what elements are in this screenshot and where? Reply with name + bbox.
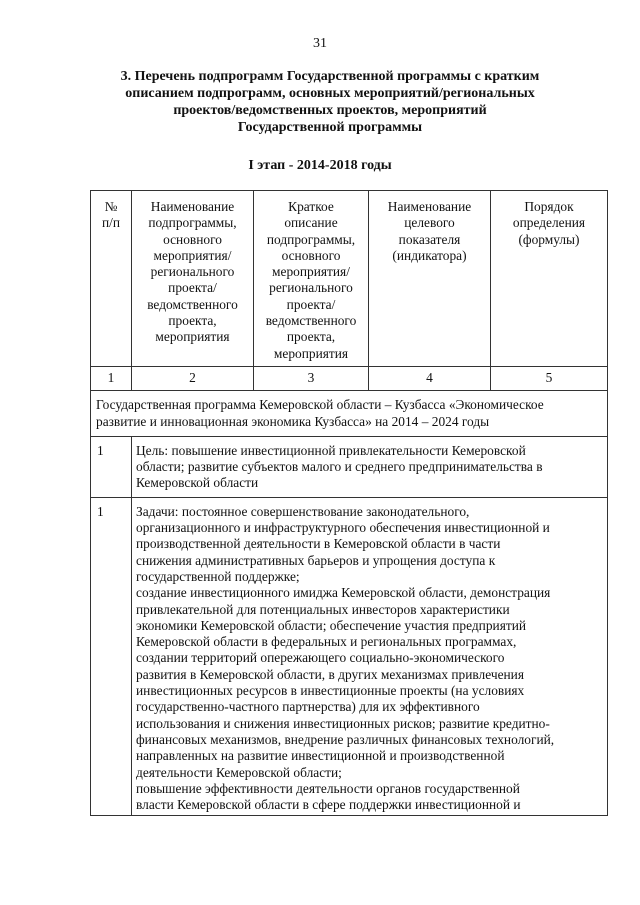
- column-number: 4: [369, 366, 491, 390]
- page-number: 31: [313, 36, 327, 51]
- tasks-line: государственно-частного партнерства) для их эффективного: [136, 699, 480, 715]
- tasks-text: [132, 497, 608, 816]
- header-line: проекта/: [168, 280, 217, 296]
- tasks-line: создании территорий опережающего социально-экономического: [136, 650, 505, 666]
- tasks-line: привлекательной для потенциальных инвесторов характеристики: [136, 601, 510, 617]
- tasks-line: власти Кемеровской области в сфере поддержки инвестиционной и: [136, 797, 521, 813]
- tasks-line: развития в Кемеровской области, в других механизмах привлечения: [136, 666, 524, 682]
- tasks-line: экономики Кемеровской области; обеспечение участия предприятий: [136, 617, 527, 633]
- header-line: определения: [512, 215, 586, 231]
- header-line: основного: [163, 231, 222, 247]
- header-line: подпрограммы,: [266, 231, 356, 247]
- header-line: показателя: [398, 231, 461, 247]
- title-line: описанием подпрограмм, основных мероприятий/региональных: [125, 86, 535, 101]
- header-line: Порядок: [524, 199, 574, 214]
- header-line: основного: [281, 247, 341, 263]
- tasks-row: [91, 497, 608, 816]
- header-cell-name: [132, 191, 254, 367]
- header-line: проекта,: [168, 313, 217, 329]
- tasks-line: Кемеровской области в федеральных и региональных программах,: [136, 634, 517, 650]
- tasks-line: направленных на развитие инвестиционной и производственной: [136, 748, 505, 764]
- header-line: мероприятия: [273, 345, 349, 361]
- title-line: Государственной программы: [237, 120, 423, 135]
- tasks-line: деятельности Кемеровской области;: [136, 764, 342, 780]
- goal-number: 1: [91, 436, 132, 497]
- tasks-line: использования и снижения инвестиционных рисков; развитие кредитно-: [136, 715, 550, 731]
- tasks-line: создание инвестиционного имиджа Кемеровской области, демонстрация: [136, 585, 551, 601]
- header-row: [91, 191, 608, 367]
- title-line: проектов/ведомственных проектов, мероприятий: [173, 103, 487, 118]
- header-line: Наименование: [387, 199, 472, 214]
- header-line: регионального: [150, 264, 235, 280]
- program-table: [90, 190, 608, 816]
- header-line: целевого: [404, 215, 455, 231]
- header-line: ведомственного: [147, 296, 238, 312]
- header-cell-formula: [491, 191, 608, 367]
- header-line: (индикатора): [392, 247, 467, 263]
- header-line: Наименование: [150, 199, 235, 214]
- goal-line: области; развитие субъектов малого и среднего предпринимательства в: [136, 459, 543, 475]
- column-number: 1: [91, 366, 132, 390]
- header-line: мероприятия: [155, 329, 230, 345]
- goal-line: Кемеровской области: [136, 475, 259, 491]
- column-number: 5: [491, 366, 608, 390]
- tasks-line: производственной деятельности в Кемеровской области в части: [136, 536, 501, 552]
- header-line: мероприятия/: [153, 247, 232, 263]
- title-line: 3. Перечень подпрограмм Государственной программы с кратким: [120, 69, 540, 84]
- column-number: 2: [132, 366, 254, 390]
- header-line: п/п: [101, 215, 121, 231]
- header-line: подпрограммы,: [148, 215, 237, 231]
- header-line: Краткое: [288, 199, 334, 214]
- tasks-line: инвестиционных ресурсов в инвестиционные проекты (на условиях: [136, 683, 525, 699]
- section-title: [100, 68, 560, 136]
- stage-heading: I этап - 2014-2018 годы: [248, 158, 392, 173]
- program-title: [91, 391, 608, 437]
- goal-text: [132, 436, 608, 497]
- tasks-line: снижения административных барьеров и упрощения доступа к: [136, 552, 496, 568]
- header-line: мероприятия/: [272, 264, 350, 280]
- column-number-row: [91, 366, 608, 390]
- column-number: 3: [254, 366, 369, 390]
- header-cell-number: [91, 191, 132, 367]
- header-cell-indicator: [369, 191, 491, 367]
- tasks-line: организационного и инфраструктурного обеспечения инвестиционной и: [136, 520, 550, 536]
- tasks-line: финансовых механизмов, внедрение различных финансовых технологий,: [136, 731, 555, 747]
- goal-row: [91, 436, 608, 497]
- program-line: Государственная программа Кемеровской области – Кузбасса «Экономическое: [96, 397, 544, 413]
- tasks-line: Задачи: постоянное совершенствование законодательного,: [136, 503, 470, 519]
- goal-line: Цель: повышение инвестиционной привлекательности Кемеровской: [136, 442, 526, 458]
- header-line: проекта,: [286, 329, 336, 345]
- program-line: развитие и инновационная экономика Кузбасса» на 2014 – 2024 годы: [96, 413, 490, 429]
- tasks-line: государственной поддержке;: [136, 568, 300, 584]
- header-line: описание: [284, 215, 338, 231]
- tasks-line: повышение эффективности деятельности органов государственной: [136, 780, 520, 796]
- header-line: ведомственного: [265, 313, 357, 329]
- header-line: проекта/: [286, 296, 336, 312]
- program-row: [91, 391, 608, 437]
- tasks-number: 1: [91, 497, 132, 816]
- header-line: (формулы): [518, 231, 580, 247]
- header-cell-description: [254, 191, 369, 367]
- header-line: №: [104, 199, 118, 214]
- header-line: регионального: [269, 280, 353, 296]
